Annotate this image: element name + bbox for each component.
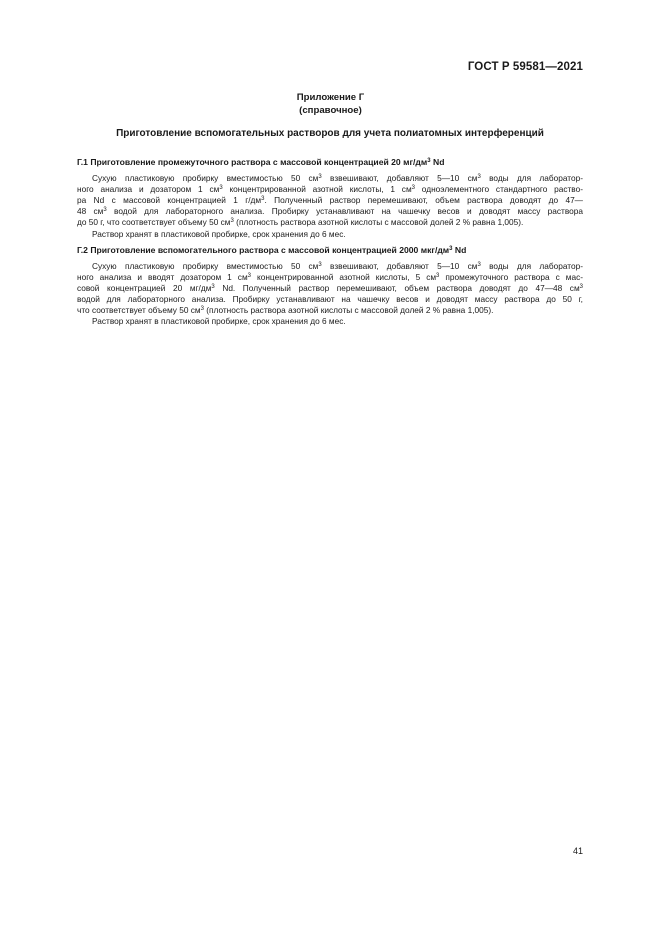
section-heading: Г.1 Приготовление промежуточного раствора с массовой концентрацией 20 $мг/дм^3$ Nd [77, 157, 445, 167]
paragraph-line: ра Nd с массовой концентрацией 1 $г/дм^3$. Полученный раствор перемешивают, объем раствора доводят до 47— [77, 195, 583, 206]
storage-note: Раствор хранят в пластиковой пробирке, срок хранения до 6 мес. [92, 228, 346, 239]
appendix-title: Приготовление вспомогательных растворов для учета полиатомных интерференций [116, 128, 544, 139]
paragraph-line: ного анализа и вводят дозатором 1 $см^3$ концентрированной азотной кислоты, 5 $см^3$ промежуточного раствора с мас- [77, 271, 583, 282]
paragraph-line: Сухую пластиковую пробирку вместимостью 50 $см^3$ взвешивают, добавляют 5—10 $см^3$ воды для лаборатор- [92, 260, 583, 271]
appendix-status: (справочное) [299, 104, 362, 116]
section-heading: Г.2 Приготовление вспомогательного раствора с массовой концентрацией 2000 мкг/$дм^3$ Nd [77, 244, 467, 255]
appendix-header [0, 92, 661, 117]
page-number: 41 [572, 846, 583, 856]
paragraph-line: совой концентрацией 20 $мг/дм^3$ Nd. Полученный раствор перемешивают, объем раствора доводят до 47—48 $см^3$ [77, 282, 583, 293]
paragraph-line: ного анализа и дозатором 1 $см^3$ концентрированной азотной кислоты, 1 $см^3$ одноэлементного стандартного раство- [77, 184, 583, 195]
paragraph-line: водой для лабораторного анализа. Пробирку устанавливают на чашечку весов и доводят массу раствора до 50 г, [77, 294, 583, 305]
section-paragraph [77, 173, 583, 240]
section-g1 [77, 157, 583, 240]
paragraph-line: Сухую пластиковую пробирку вместимостью 50 $см^3$ взвешивают, добавляют 5—10 $см^3$ воды для лаборатор- [92, 173, 583, 184]
storage-note: Раствор хранят в пластиковой пробирке, срок хранения до 6 мес. [92, 316, 346, 327]
section-paragraph [77, 261, 583, 328]
section-g2 [77, 245, 583, 328]
appendix-label: Приложение Г [296, 92, 365, 103]
paragraph-line: 48 $см^3$ водой для лабораторного анализа. Пробирку устанавливают на чашечку весов и доводят массу раствора [77, 206, 583, 217]
paragraph-line: до 50 г, что соответствует объему 50 $см^3$ (плотность раствора азотной кислоты с массовой долей 2 % равна 1,005). [77, 217, 524, 228]
appendix-content [77, 157, 583, 327]
paragraph-line: что соответствует объему 50 $см^3$ (плотность раствора азотной кислоты с массовой долей 2 % равна 1,005). [77, 305, 494, 316]
standard-number: ГОСТ Р 59581—2021 [467, 61, 583, 73]
